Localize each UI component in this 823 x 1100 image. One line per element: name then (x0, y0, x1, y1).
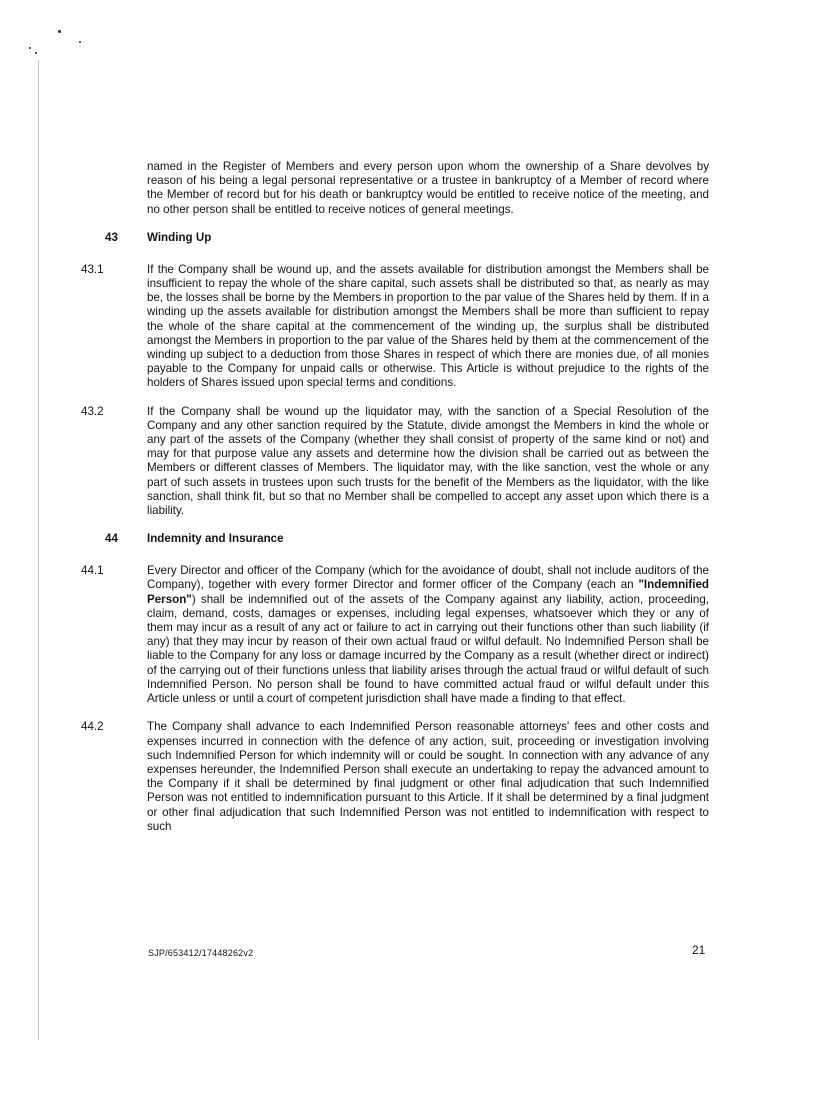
document-body (81, 160, 709, 848)
page-number: 21 (692, 943, 706, 957)
scan-speck (29, 47, 31, 49)
clause-number: 43.1 (81, 262, 104, 276)
scan-speck (58, 30, 61, 33)
section-title: Indemnity and Insurance (147, 532, 284, 546)
defined-term: "Indemnified Person" (147, 578, 709, 606)
clause-number: 44.2 (81, 720, 104, 734)
intro-paragraph: named in the Register of Members and every person upon whom the ownership of a Share devolves by reason of his being a legal personal representative or a trustee in bankruptcy of a Member of record where the Member of record but for his death or bankruptcy would be entitled to receive notice of the meeting, and no other person shall be entitled to receive notices of general meetings. (147, 160, 709, 216)
clause-text: If the Company shall be wound up the liquidator may, with the sanction of a Special Resolution of the Company and any other sanction required by the Statute, divide amongst the Members in kind the whole or any part of the assets of the Company (whether they shall consist of property of the same kind or not) and may for that purpose value any assets and determine how the division shall be carried out as between the Members or different classes of Members. The liquidator may, with the like sanction, vest the whole or any part of such assets in trustees upon such trusts for the benefit of the Members as the liquidator, with the like sanction, shall think fit, but so that no Member shall be compelled to accept any asset upon which there is a liability. (147, 404, 709, 518)
section-number: 44 (105, 532, 118, 546)
clause-text: The Company shall advance to each Indemnified Person reasonable attorneys' fees and other costs and expenses incurred in connection with the defence of any action, suit, proceeding or investigation involving such Indemnified Person for which indemnity will or could be sought. In connection with any advance of any expenses hereunder, the Indemnified Person shall execute an undertaking to repay the advanced amount to the Company if it shall be determined by final judgment or other final adjudication that such Indemnified Person was not entitled to indemnification pursuant to this Article. If it shall be determined by a final judgment or other final adjudication that such Indemnified Person was not entitled to indemnification with respect to such (147, 720, 709, 833)
scan-speck (79, 41, 81, 43)
clause-text-after: ) shall be indemnified out of the assets of the Company against any liability, action, proceeding, claim, demand, costs, damages or expenses, including legal expenses, whatsoever which they or any of them may incur as a result of any act or failure to act in carrying out their functions other than such liability (if any) that they may incur by reason of their own actual fraud or wilful default. No Indemnified Person shall be liable to the Company for any loss or damage incurred by the Company as a result (whether direct or indirect) of the carrying out of their functions unless that liability arises through the actual fraud or wilful default of such Indemnified Person. No person shall be found to have committed actual fraud or wilful default under this Article unless or until a court of competent jurisdiction shall have made a finding to that effect. (147, 592, 709, 706)
section-44-heading (105, 532, 709, 550)
section-43-heading (105, 231, 709, 249)
clause-43-1 (81, 262, 709, 391)
scan-margin-line (38, 60, 39, 1040)
clause-text: If the Company shall be wound up, and the assets available for distribution amongst the Members shall be insufficient to repay the whole of the share capital, such assets shall be distributed so that, as nearly as may be, the losses shall be borne by the Members in proportion to the par value of the Shares held by them. If in a winding up the assets available for distribution amongst the Members shall be more than sufficient to repay the whole of the share capital at the commencement of the winding up, the surplus shall be distributed amongst the Members in proportion to the par value of the Shares held by them at the commencement of the winding up subject to a deduction from those Shares in respect of which there are monies due, of all monies payable to the Company for unpaid calls or otherwise. This Article is without prejudice to the rights of the holders of Shares issued upon special terms and conditions. (147, 262, 709, 390)
clause-text-before: Every Director and officer of the Company (which for the avoidance of doubt, shall not include auditors of the Company), together with every former Director and former officer of the Company (each an (147, 564, 709, 592)
clause-number: 43.2 (81, 404, 104, 418)
section-number: 43 (105, 230, 118, 244)
clause-44-2 (81, 720, 709, 834)
scan-speck (35, 52, 37, 54)
document-reference: SJP/653412/17448262v2 (148, 948, 254, 958)
clause-43-2 (81, 404, 709, 519)
section-title: Winding Up (147, 230, 212, 244)
clause-number: 44.1 (81, 564, 104, 578)
clause-text (147, 564, 709, 706)
clause-44-1 (81, 564, 709, 706)
